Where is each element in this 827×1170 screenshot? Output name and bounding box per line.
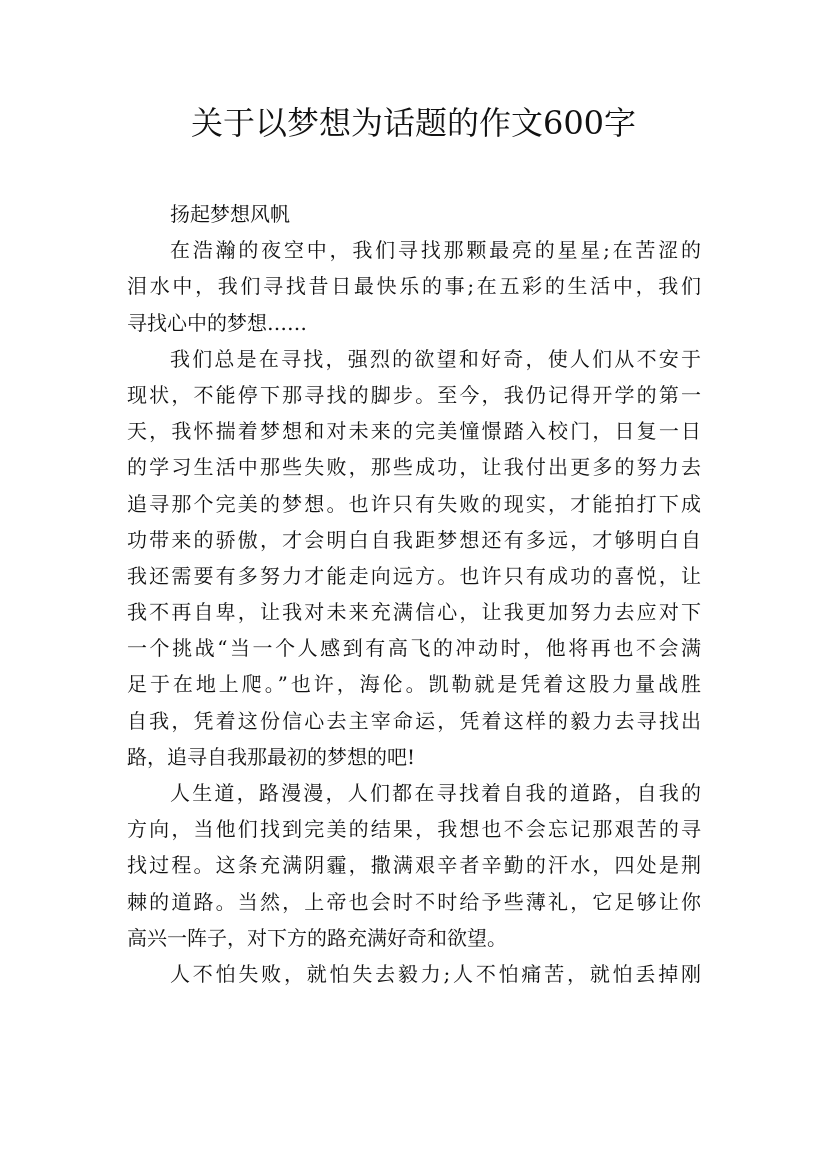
paragraph-line: 的学习生活中那些失败，那些成功，让我付出更多的努力去 xyxy=(127,455,701,480)
paragraph-line: 自我，凭着这份信心去主宰命运，凭着这样的毅力去寻找出 xyxy=(127,708,701,733)
paragraph-line: 泪水中，我们寻找昔日最快乐的事;在五彩的生活中，我们 xyxy=(127,274,701,299)
paragraph-line: 我们总是在寻找，强烈的欲望和好奇，使人们从不安于 xyxy=(170,346,701,371)
paragraph-line: 找过程。这条充满阴霾，撒满艰辛者辛勤的汗水，四处是荆 xyxy=(127,853,701,878)
paragraph-line: 一个挑战“当一个人感到有高飞的冲动时，他将再也不会满 xyxy=(127,636,701,661)
paragraph-line: 追寻那个完美的梦想。也许只有失败的现实，才能拍打下成 xyxy=(127,491,701,516)
paragraph-line: 我不再自卑，让我对未来充满信心，让我更加努力去应对下 xyxy=(127,600,701,625)
essay-subtitle: 扬起梦想风帆 xyxy=(170,202,290,226)
paragraph-line: 路，追寻自我那最初的梦想的吧! xyxy=(127,744,416,769)
paragraph-line: 棘的道路。当然，上帝也会时不时给予些薄礼，它足够让你 xyxy=(127,889,701,914)
paragraph-line: 现状，不能停下那寻找的脚步。至今，我仍记得开学的第一 xyxy=(127,382,701,407)
paragraph-line: 功带来的骄傲，才会明白自我距梦想还有多远，才够明白自 xyxy=(127,527,701,552)
paragraph-line: 高兴一阵子，对下方的路充满好奇和欲望。 xyxy=(127,925,507,950)
paragraph-line: 在浩瀚的夜空中，我们寻找那颗最亮的星星;在苦涩的 xyxy=(170,238,701,263)
paragraph-line: 我还需要有多努力才能走向远方。也许只有成功的喜悦，让 xyxy=(127,563,701,588)
paragraph-line: 人生道，路漫漫，人们都在寻找着自我的道路，自我的 xyxy=(170,781,701,805)
paragraph-line: 寻找心中的梦想…… xyxy=(127,310,307,335)
paragraph-line: 人不怕失败，就怕失去毅力;人不怕痛苦，就怕丢掉刚 xyxy=(170,961,701,986)
paragraph-line: 天，我怀揣着梦想和对未来的完美憧憬踏入校门，日复一日 xyxy=(127,419,701,444)
document-body xyxy=(127,196,701,992)
paragraph-line: 方向，当他们找到完美的结果，我想也不会忘记那艰苦的寻 xyxy=(127,817,701,842)
document-title: 关于以梦想为话题的作文600字 xyxy=(190,104,637,142)
paragraph-line: 足于在地上爬。”也许，海伦。凯勒就是凭着这股力量战胜 xyxy=(127,672,701,697)
